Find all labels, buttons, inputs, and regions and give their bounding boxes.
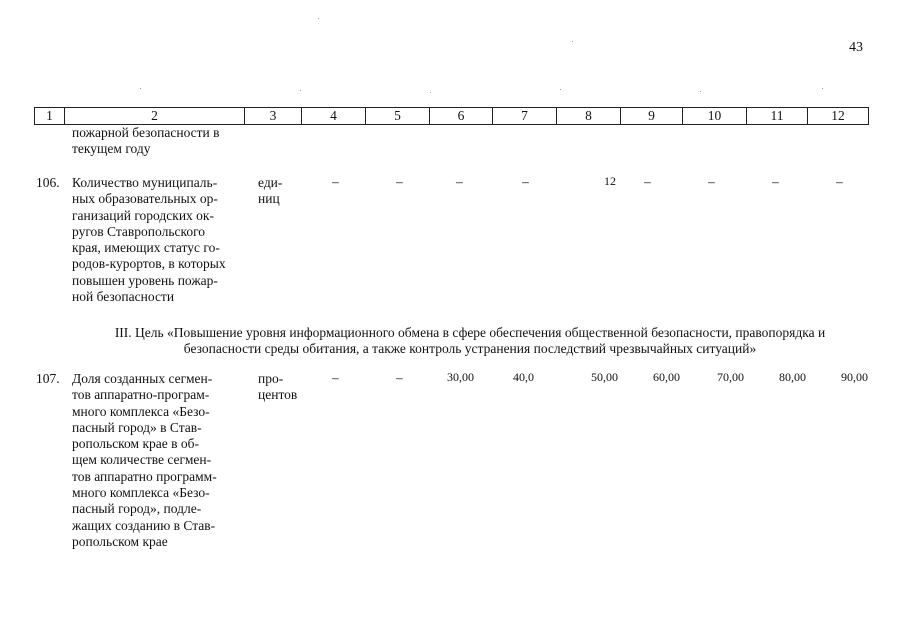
text-line: много комплекса «Безо- <box>72 485 210 501</box>
text-line: пасный город», подле- <box>72 501 202 517</box>
scan-speck <box>140 88 141 89</box>
text-line: повышен уровень пожар- <box>72 272 218 288</box>
scan-speck <box>318 18 319 19</box>
scan-speck <box>560 89 561 90</box>
scan-speck <box>700 91 701 92</box>
row-107-value-col11: 80,00 <box>779 370 806 384</box>
text-line: тов аппаратно-програм- <box>72 387 210 403</box>
text-line: родов-курортов, в которых <box>72 256 226 272</box>
column-number-header <box>34 107 869 125</box>
row-107-value-col5: – <box>396 370 403 385</box>
row-107-value-col6: 30,00 <box>447 370 474 384</box>
text-line: пасный город» в Став- <box>72 419 202 435</box>
column-number-cell: 10 <box>683 108 747 125</box>
text-line: края, имеющих статус го- <box>72 240 220 256</box>
row-106-value-col12: – <box>836 174 843 189</box>
column-number-cell: 2 <box>65 108 245 125</box>
page-number: 43 <box>849 40 863 55</box>
column-number-cell: 11 <box>747 108 808 125</box>
row-107-value-col8: 50,00 <box>591 370 618 384</box>
row-107-number: 107. <box>36 371 60 386</box>
row-107-value-col9: 60,00 <box>653 370 680 384</box>
text-line: ных образовательных ор- <box>72 191 218 207</box>
column-number-cell: 7 <box>493 108 557 125</box>
text-line: текущем году <box>72 141 151 157</box>
row-107-value-col10: 70,00 <box>717 370 744 384</box>
row-106-value-col8: 12 <box>604 174 616 188</box>
row-106-description <box>72 175 242 305</box>
column-number-cell: 5 <box>366 108 430 125</box>
text-line: ругов Ставропольского <box>72 223 206 239</box>
scan-speck <box>572 41 573 42</box>
column-number-cell: 8 <box>557 108 621 125</box>
scan-speck <box>300 90 301 91</box>
column-number-cell: 9 <box>621 108 683 125</box>
column-number-cell: 4 <box>302 108 366 125</box>
row-106-number: 106. <box>36 175 60 190</box>
scan-speck <box>430 92 431 93</box>
text-line: Количество муниципаль- <box>72 175 218 190</box>
row-106-value-col5: – <box>396 174 403 189</box>
row-106-value-col4: – <box>332 174 339 189</box>
row-106-value-col11: – <box>772 174 779 189</box>
text-line: ганизаций городских ок- <box>72 207 214 223</box>
text-line: Доля созданных сегмен- <box>72 371 213 386</box>
text-line: безопасности среды обитания, а также контроль устранения последствий чрезвычайных ситуаций» <box>183 340 757 356</box>
text-line: ниц <box>258 191 280 207</box>
column-number-cell: 6 <box>430 108 493 125</box>
text-line: жащих созданию в Став- <box>72 517 216 533</box>
scan-speck <box>822 88 823 89</box>
text-line: ной безопасности <box>72 289 175 305</box>
text-line: щем количестве сегмен- <box>72 452 212 468</box>
row-107-value-col4: – <box>332 370 339 385</box>
text-line: ропольском крае в об- <box>72 436 199 452</box>
text-line: ропольском крае <box>72 533 168 549</box>
row-107-value-col7: 40,0 <box>513 370 534 384</box>
text-line: центов <box>258 387 298 403</box>
section-goal-heading <box>70 325 870 356</box>
row-106-value-col7: – <box>522 174 529 189</box>
column-number-cell: 1 <box>35 108 65 125</box>
text-line: тов аппаратно программ- <box>72 468 217 484</box>
text-line: III. Цель «Повышение уровня информационного обмена в сфере обеспечения общественной безопасности, правопорядка и <box>114 325 826 340</box>
continuation-text <box>72 125 242 158</box>
column-number-cell: 12 <box>808 108 869 125</box>
text-line: про- <box>258 371 284 386</box>
row-106-value-col10: – <box>708 174 715 189</box>
row-106-unit <box>258 175 282 208</box>
row-107-value-col12: 90,00 <box>841 370 868 384</box>
row-107-description <box>72 371 242 550</box>
row-106-value-col6: – <box>456 174 463 189</box>
text-line: еди- <box>258 175 283 190</box>
text-line: много комплекса «Безо- <box>72 403 210 419</box>
column-number-cell: 3 <box>245 108 302 125</box>
row-106-value-col9: – <box>644 174 651 189</box>
text-line: пожарной безопасности в <box>72 125 220 140</box>
row-107-unit <box>258 371 297 404</box>
